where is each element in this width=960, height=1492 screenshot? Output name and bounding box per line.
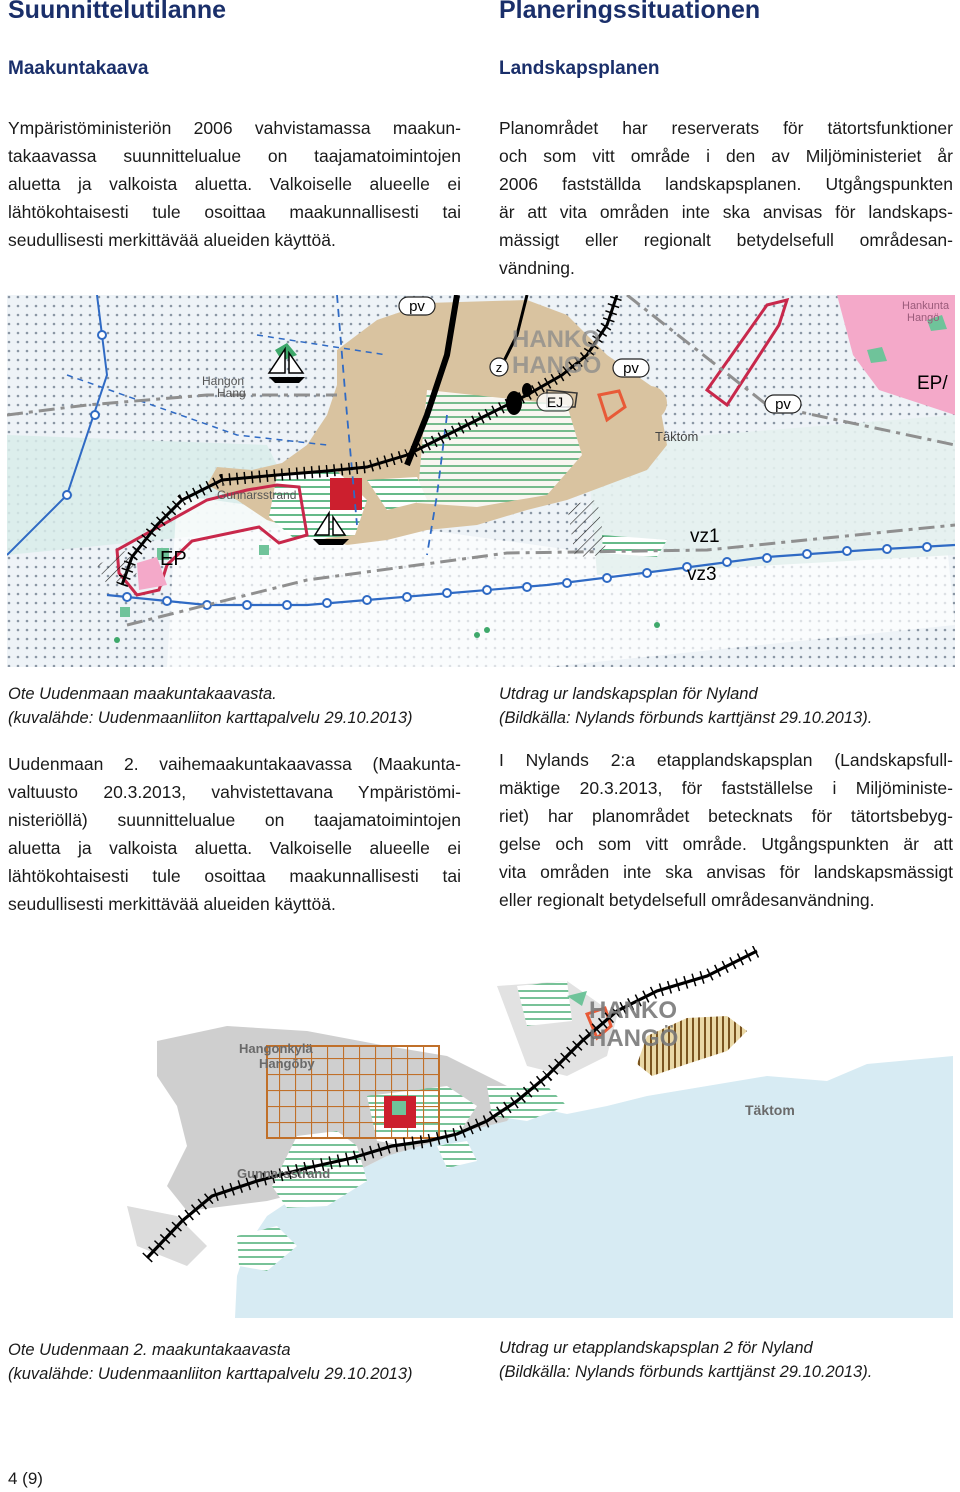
map-label-hangonkyla: Hangonkylä [239,1041,313,1056]
right-map1-caption [499,682,872,730]
page-number: 4 (9) [8,1469,43,1488]
right-section-heading: Landskapsplanen [499,58,660,79]
caption-line: (kuvalähde: Uudenmaanliiton karttapalvelu 29.10.2013) [8,709,413,727]
text-line: mäktige 20.3.2013, för fastställelse i Miljöministe- [499,778,953,798]
text-line: eller regionalt betydelsefull områdesanvändning. [499,890,875,910]
text-line: Uudenmaan 2. vaihemaakuntakaavassa (Maakunta- [8,754,461,774]
map-label-hango: HANGÖ [589,1025,679,1052]
map-label-hanko: HANKO [512,326,600,353]
map-label-hankunta: Hankunta [902,300,950,312]
text-line: lähtökohtaisesti tule osoittaa maakunnallisesti tai [8,202,461,222]
caption-line: (kuvalähde: Uudenmaanliiton karttapalvelu 29.10.2013) [8,1365,413,1383]
text-line: vändning. [499,258,575,278]
map-label-taktom: Täktom [655,429,699,444]
text-line: aluetta ja valkoista aluetta. Valkoiselle alueelle ei [8,838,461,858]
text-line: och som vitt område i den av Miljöministeriet år [499,146,953,166]
map-label-pv: pv [409,298,425,315]
left-section-heading: Maakuntakaava [8,58,149,79]
left-page-title: Suunnittelutilanne [8,0,227,24]
map-label-ep-right: EP/ [917,373,948,394]
map-label-pv: pv [775,396,791,413]
caption-line: Utdrag ur etapplandskapsplan 2 för Nyland [499,1339,813,1357]
text-line: lähtökohtaisesti tule osoittaa maakunnallisesti tai [8,866,461,886]
left-map1-caption [8,682,413,730]
text-line: takaavassa suunnittelualue on taajamatoimintojen [8,146,461,166]
text-line: seudullisesti merkittävää alueiden käyttöä. [8,894,336,914]
text-line: I Nylands 2:a etapplandskapsplan (Landskapsfull- [499,750,953,770]
text-line: nisteriöllä) suunnittelualue on taajamatoimintojen [8,810,461,830]
map-label-ep: EP [160,548,187,570]
map-label-hanko: HANKO [589,997,677,1024]
caption-line: (Bildkälla: Nylands förbunds karttjänst 29.10.2013). [499,1363,873,1381]
right-intro-paragraph [499,114,953,282]
map-label-taktom: Täktom [745,1102,795,1118]
phase-plan-map [7,946,953,1318]
map-label-gunnarsstrand: Gunnarsstrand [237,1166,331,1181]
right-page-title: Planeringssituationen [499,0,761,24]
text-line: riet) har planområdet betecknats för tätortsbebyg- [499,806,953,826]
left-intro-paragraph [8,114,461,254]
caption-line: Ote Uudenmaan maakuntakaavasta. [8,685,277,703]
text-line: är att vita områden inte ska anvisas för landskaps- [499,202,953,222]
map-label-hangoby: Hangöby [259,1056,315,1071]
caption-line: Ote Uudenmaan 2. maakuntakaavasta [8,1341,291,1359]
text-line: vita områden inte ska anvisas för landskapsmässigt [499,862,953,882]
caption-line: Utdrag ur landskapsplan för Nyland [499,685,758,703]
text-line: mässigt eller regionalt betydelsefull områdesan- [499,230,953,250]
text-line: Planområdet har reserverats för tätortsfunktioner [499,118,953,138]
map-label-hang: Hang [217,386,246,400]
map-label-z: z [495,360,503,375]
map-label-vz3: vz3 [687,564,717,585]
text-line: valtuusto 20.3.2013, vahvistettavana Ympäristömi- [8,782,461,802]
text-line: seudullisesti merkittävää alueiden käyttöä. [8,230,336,250]
left-second-paragraph [8,750,461,918]
text-line: Ympäristöministeriön 2006 vahvistamassa maakun- [8,118,461,138]
map-label-pv: pv [623,360,639,377]
right-map2-caption [499,1336,872,1384]
text-line: 2006 fastställda landskapsplanen. Utgångspunkten [499,174,953,194]
map-label-gunnarsstrand: Gunnarsstrand [217,488,297,502]
map-label-vz1: vz1 [690,526,720,547]
text-line: aluetta ja valkoista aluetta. Valkoiselle alueelle ei [8,174,461,194]
map-label-hangon: Hangon [202,374,245,388]
map-label-hango-small: Hangö [907,312,940,324]
map-label-hango: HANGÖ [512,352,602,379]
caption-line: (Bildkälla: Nylands förbunds karttjänst 29.10.2013). [499,709,873,727]
text-line: gelse och som vitt område. Utgångspunkten är att [499,834,953,854]
phase-plan-map-graphic [7,946,953,1318]
regional-plan-map [7,295,955,667]
map-label-ej: EJ [546,394,564,410]
regional-plan-map-graphic [7,295,955,667]
right-second-paragraph [499,746,953,914]
left-map2-caption [8,1338,413,1386]
